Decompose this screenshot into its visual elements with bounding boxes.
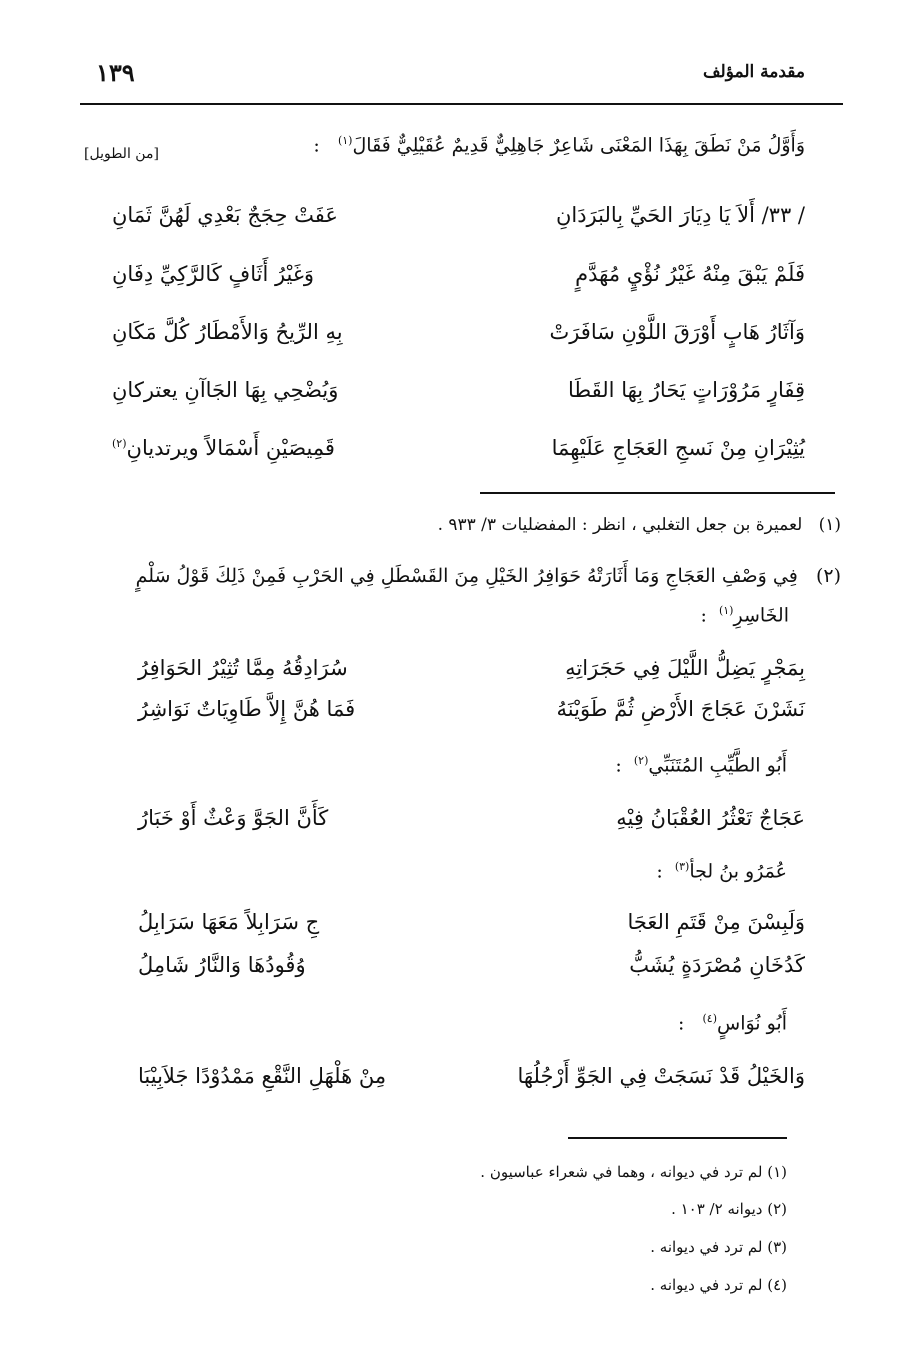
poet-mutanabbi-ref: (٢) <box>633 754 649 767</box>
footnote-1-num: (١) <box>818 515 841 535</box>
poem1-ref: (٢) <box>112 437 127 450</box>
poem4-line1-ajuz: جِ سَرَابِلاً مَعَهَا سَرَابِلُ <box>138 910 320 934</box>
poem1-line4-ajuz: وَيُضْحِي بِهَا الجَاآنِ يعتركانِ <box>112 378 339 402</box>
poet-mutanabbi-name: أَبُو الطَّيِّبِ المُتَنَبِّي <box>648 754 787 777</box>
footnote-divider-bottom <box>568 1137 787 1139</box>
poem1-line2-ajuz: وَغَيْرُ أَثَافٍ كَالرَّكِيِّ دِفَانِ <box>112 262 315 286</box>
poem5-line1-sadr: وَالخَيْلُ قَدْ نَسَجَتْ فِي الجَوِّ أَرْجُلُهَا <box>517 1064 805 1088</box>
footnote-2-text: فِي وَصْفِ العَجَاجِ وَمَا أَثَارَتْهُ حَوَافِرُ الخَيْلِ مِنَ القَسْطَلِ فِي الحَرْبِ فَمِنْ ذَلِكَ قَوْلُ سَلْمٍ <box>135 565 798 587</box>
bottom-footnote-2 <box>671 1200 787 1218</box>
poet-amr <box>656 860 787 882</box>
running-header-title: مقدمة المؤلف <box>702 62 805 82</box>
poem1-line1-sadr: / ٣٣/ أَلاَ يَا دِيَارَ الحَيِّ بِالبَرَدَانِ <box>555 203 805 227</box>
poem1-line3-ajuz: بِهِ الرِّيحُ وَالأَمْطَارُ كُلَّ مَكَانِ <box>112 320 343 344</box>
poem1-line5-ajuz <box>112 436 335 460</box>
poem1-line2-sadr: فَلَمْ يَبْقَ مِنْهُ غَيْرُ نُؤْيٍ مُهَدَّمٍ <box>575 262 805 286</box>
poet-abu-nuwas-name: أَبُو نُوَاسٍ <box>717 1012 787 1035</box>
intro-text: وَأَوَّلُ مَنْ نَطَقَ بِهَذَا المَعْنَى شَاعِرٌ جَاهِلِيٌّ قَدِيمٌ عُقَيْلِيٌّ فَقَالَ <box>352 134 805 157</box>
poem4-line2-sadr: كَدُخَانِ مُصْرَدَةٍ يُشَبُّ <box>629 953 805 977</box>
poet-mutanabbi-colon: : <box>615 754 622 777</box>
bottom-footnote-3-num: (٣) <box>767 1238 787 1256</box>
poet-abu-nuwas-colon: : <box>677 1012 685 1035</box>
poem1-line1-ajuz: عَفَتْ حِجَجٌ بَعْدِي لَهُنَّ ثَمَانِ <box>112 203 338 227</box>
footnote-2-line2 <box>700 604 789 626</box>
bottom-footnote-1-num: (١) <box>767 1163 787 1181</box>
bottom-footnote-1-text: لم ترد في ديوانه ، وهما في شعراء عباسيون . <box>480 1163 763 1181</box>
intro-colon: : <box>313 134 320 157</box>
poem2-line1-ajuz: سُرَادِقُهُ مِمَّا تُثِيْرُ الحَوَافِرُ <box>138 656 348 680</box>
bottom-footnote-2-text: ديوانه ٢/ ١٠٣ . <box>671 1200 763 1218</box>
poem1-line5-ajuz-text: قَمِيصَيْنِ أَسْمَالاً ويرتديانِ <box>126 436 335 460</box>
footnote-2-colon: : <box>700 604 707 627</box>
intro-line <box>313 134 805 156</box>
footnote-2-line1 <box>136 565 841 587</box>
footnote-2-poet: الخَاسِرِ <box>733 604 789 627</box>
bottom-footnote-2-num: (٢) <box>767 1200 787 1218</box>
poet-abu-nuwas-ref: (٤) <box>702 1012 717 1025</box>
footnote-1 <box>438 515 841 535</box>
header-rule <box>80 103 843 105</box>
bottom-footnote-3-text: لم ترد في ديوانه . <box>650 1238 763 1256</box>
footnote-2-ref: (١) <box>718 604 734 617</box>
meter-label: [من الطويل] <box>84 146 159 162</box>
poem1-line3-sadr: وَآثَارُ هَابٍ أَوْرَقَ اللَّوْنِ سَافَرَتْ <box>549 320 805 344</box>
page-number: ١٣٩ <box>96 58 135 87</box>
poem4-line2-ajuz: وُقُودُهَا وَالنَّارُ شَامِلُ <box>138 953 306 977</box>
footnote-2-num: (٢) <box>815 565 841 587</box>
poem3-line1-sadr: عَجَاجٌ تَعْثُرُ العُقْبَانُ فِيْهِ <box>616 806 805 830</box>
footnote-divider-top <box>480 492 835 494</box>
poet-mutanabbi <box>615 754 787 776</box>
poem5-line1-ajuz: مِنْ هَلْهَلِ النَّقْعِ مَمْدُوْدًا جَلاَبِيْبَا <box>138 1064 387 1088</box>
poet-amr-name: عُمَرُو بنُ لجأ <box>689 860 787 883</box>
bottom-footnote-4-text: لم ترد في ديوانه . <box>650 1276 763 1294</box>
poem3-line1-ajuz: كَأَنَّ الجَوَّ وَعْثٌ أَوْ خَبَارُ <box>138 806 329 830</box>
poem1-line5-sadr: يُثِيْرَانِ مِنْ نَسجِ العَجَاجِ عَلَيْهِمَا <box>551 436 805 460</box>
poem2-line2-ajuz: فَمَا هُنَّ إِلاَّ طَاوِيَاتٌ نَوَاشِرُ <box>138 697 356 721</box>
poet-abu-nuwas <box>678 1012 787 1034</box>
intro-ref: (١) <box>337 134 353 147</box>
poet-amr-ref: (٣) <box>674 860 690 873</box>
bottom-footnote-1 <box>480 1163 787 1181</box>
poem2-line1-sadr: بِمَجْرٍ يَضِلُّ اللَّيْلَ فِي حَجَرَاتِهِ <box>565 656 805 680</box>
bottom-footnote-3 <box>650 1238 787 1256</box>
poet-amr-colon: : <box>656 860 663 883</box>
footnote-1-text: لعميرة بن جعل التغلبي ، انظر : المفضليات ٣/ ٩٣٣ . <box>437 515 803 535</box>
poem1-line4-sadr: قِفَارٍ مَرُوْرَاتٍ يَحَارُ بِهَا القَطَا <box>568 378 805 402</box>
poem4-line1-sadr: وَلَبِسْنَ مِنْ قَتَمِ العَجَا <box>627 910 805 934</box>
poem2-line2-sadr: نَشَرْنَ عَجَاجَ الأَرْضِ ثُمَّ طَوَيْنَهُ <box>556 697 805 721</box>
bottom-footnote-4 <box>650 1276 787 1294</box>
bottom-footnote-4-num: (٤) <box>767 1276 787 1294</box>
